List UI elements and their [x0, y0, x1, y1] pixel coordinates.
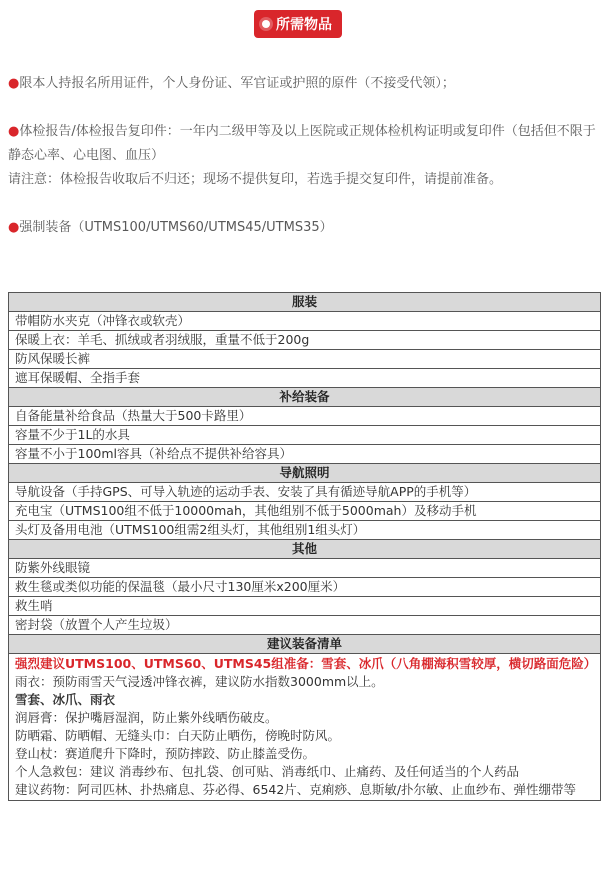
- table-row: 密封袋（放置个人产生垃圾）: [9, 616, 601, 635]
- rain-gear-text: 雨衣：预防雨雪天气浸透冲锋衣裤，建议防水指数3000mm以上。: [15, 674, 384, 689]
- table-row: 头灯及备用电池（UTMS100组需2组头灯，其他组别1组头灯）: [9, 521, 601, 540]
- requirements-intro: [8, 72, 604, 240]
- table-row: 容量不少于1L的水具: [9, 426, 601, 445]
- trekking-poles-text: 登山杖：赛道爬升下降时，预防摔跤、防止膝盖受伤。: [15, 746, 316, 761]
- table-row: 遮耳保暖帽、全指手套: [9, 369, 601, 388]
- bullet-icon: ●: [8, 220, 20, 235]
- recommended-list-cell: [9, 654, 601, 801]
- strong-recommend-notice: 强烈建议UTMS100、UTMS60、UTMS45组准备：雪套、冰爪（八角棚海积雪较厚，横切路面危险）: [15, 656, 597, 671]
- table-row: 带帽防水夹克（冲锋衣或软壳）: [9, 312, 601, 331]
- table-section-header: 建议装备清单: [9, 635, 601, 654]
- table-row: 防风保暖长裤: [9, 350, 601, 369]
- intro-medical-note: 请注意：体检报告收取后不归还；现场不提供复印，若选手提交复印件，请提前准备。: [8, 172, 503, 187]
- section-title: 所需物品: [276, 17, 332, 33]
- intro-item-id: ●限本人持报名所用证件，个人身份证、军官证或护照的原件（不接受代领）；: [8, 76, 455, 91]
- table-row: 救生毯或类似功能的保温毯（最小尺寸130厘米x200厘米）: [9, 578, 601, 597]
- table-row: 导航设备（手持GPS、可导入轨迹的运动手表、安装了具有循迹导航APP的手机等）: [9, 483, 601, 502]
- equipment-table: [8, 292, 601, 801]
- snow-gear-text: 雪套、冰爪、雨衣: [15, 692, 116, 707]
- medicine-text: 建议药物：阿司匹林、扑热痛息、芬必得、6542片、克痢痧、息斯敏/扑尔敏、止血纱布、弹性绷带等: [15, 782, 577, 797]
- table-row: 防紫外线眼镜: [9, 559, 601, 578]
- table-row: 保暖上衣：羊毛、抓绒或者羽绒服，重量不低于200g: [9, 331, 601, 350]
- table-row: 容量不小于100ml容具（补给点不提供补给容具）: [9, 445, 601, 464]
- table-section-header: 补给装备: [9, 388, 601, 407]
- intro-item-medical: ●体检报告/体检报告复印件：一年内二级甲等及以上医院或正规体检机构证明或复印件（包括但不限于静态心率、心电图、血压）: [8, 124, 596, 163]
- bullet-icon: ●: [8, 76, 20, 91]
- bullet-dot-icon: [262, 20, 270, 28]
- table-section-header: 导航照明: [9, 464, 601, 483]
- intro-item-mandatory: ●强制装备（UTMS100/UTMS60/UTMS45/UTMS35）: [8, 220, 333, 235]
- sunscreen-text: 防晒霜、防晒帽、无缝头巾：白天防止晒伤，傍晚时防风。: [15, 728, 341, 743]
- first-aid-text: 个人急救包：建议 消毒纱布、包扎袋、创可贴、消毒纸巾、止痛药、及任何适当的个人药品: [15, 764, 519, 779]
- table-row: 充电宝（UTMS100组不低于10000mah，其他组别不低于5000mah）及移动手机: [9, 502, 601, 521]
- lip-balm-text: 润唇膏：保护嘴唇湿润，防止紫外线晒伤破皮。: [15, 710, 278, 725]
- table-section-header: 其他: [9, 540, 601, 559]
- table-row: 自备能量补给食品（热量大于500卡路里）: [9, 407, 601, 426]
- bullet-icon: ●: [8, 124, 20, 139]
- table-section-header: 服装: [9, 293, 601, 312]
- section-title-badge: [254, 10, 342, 38]
- table-row: 救生哨: [9, 597, 601, 616]
